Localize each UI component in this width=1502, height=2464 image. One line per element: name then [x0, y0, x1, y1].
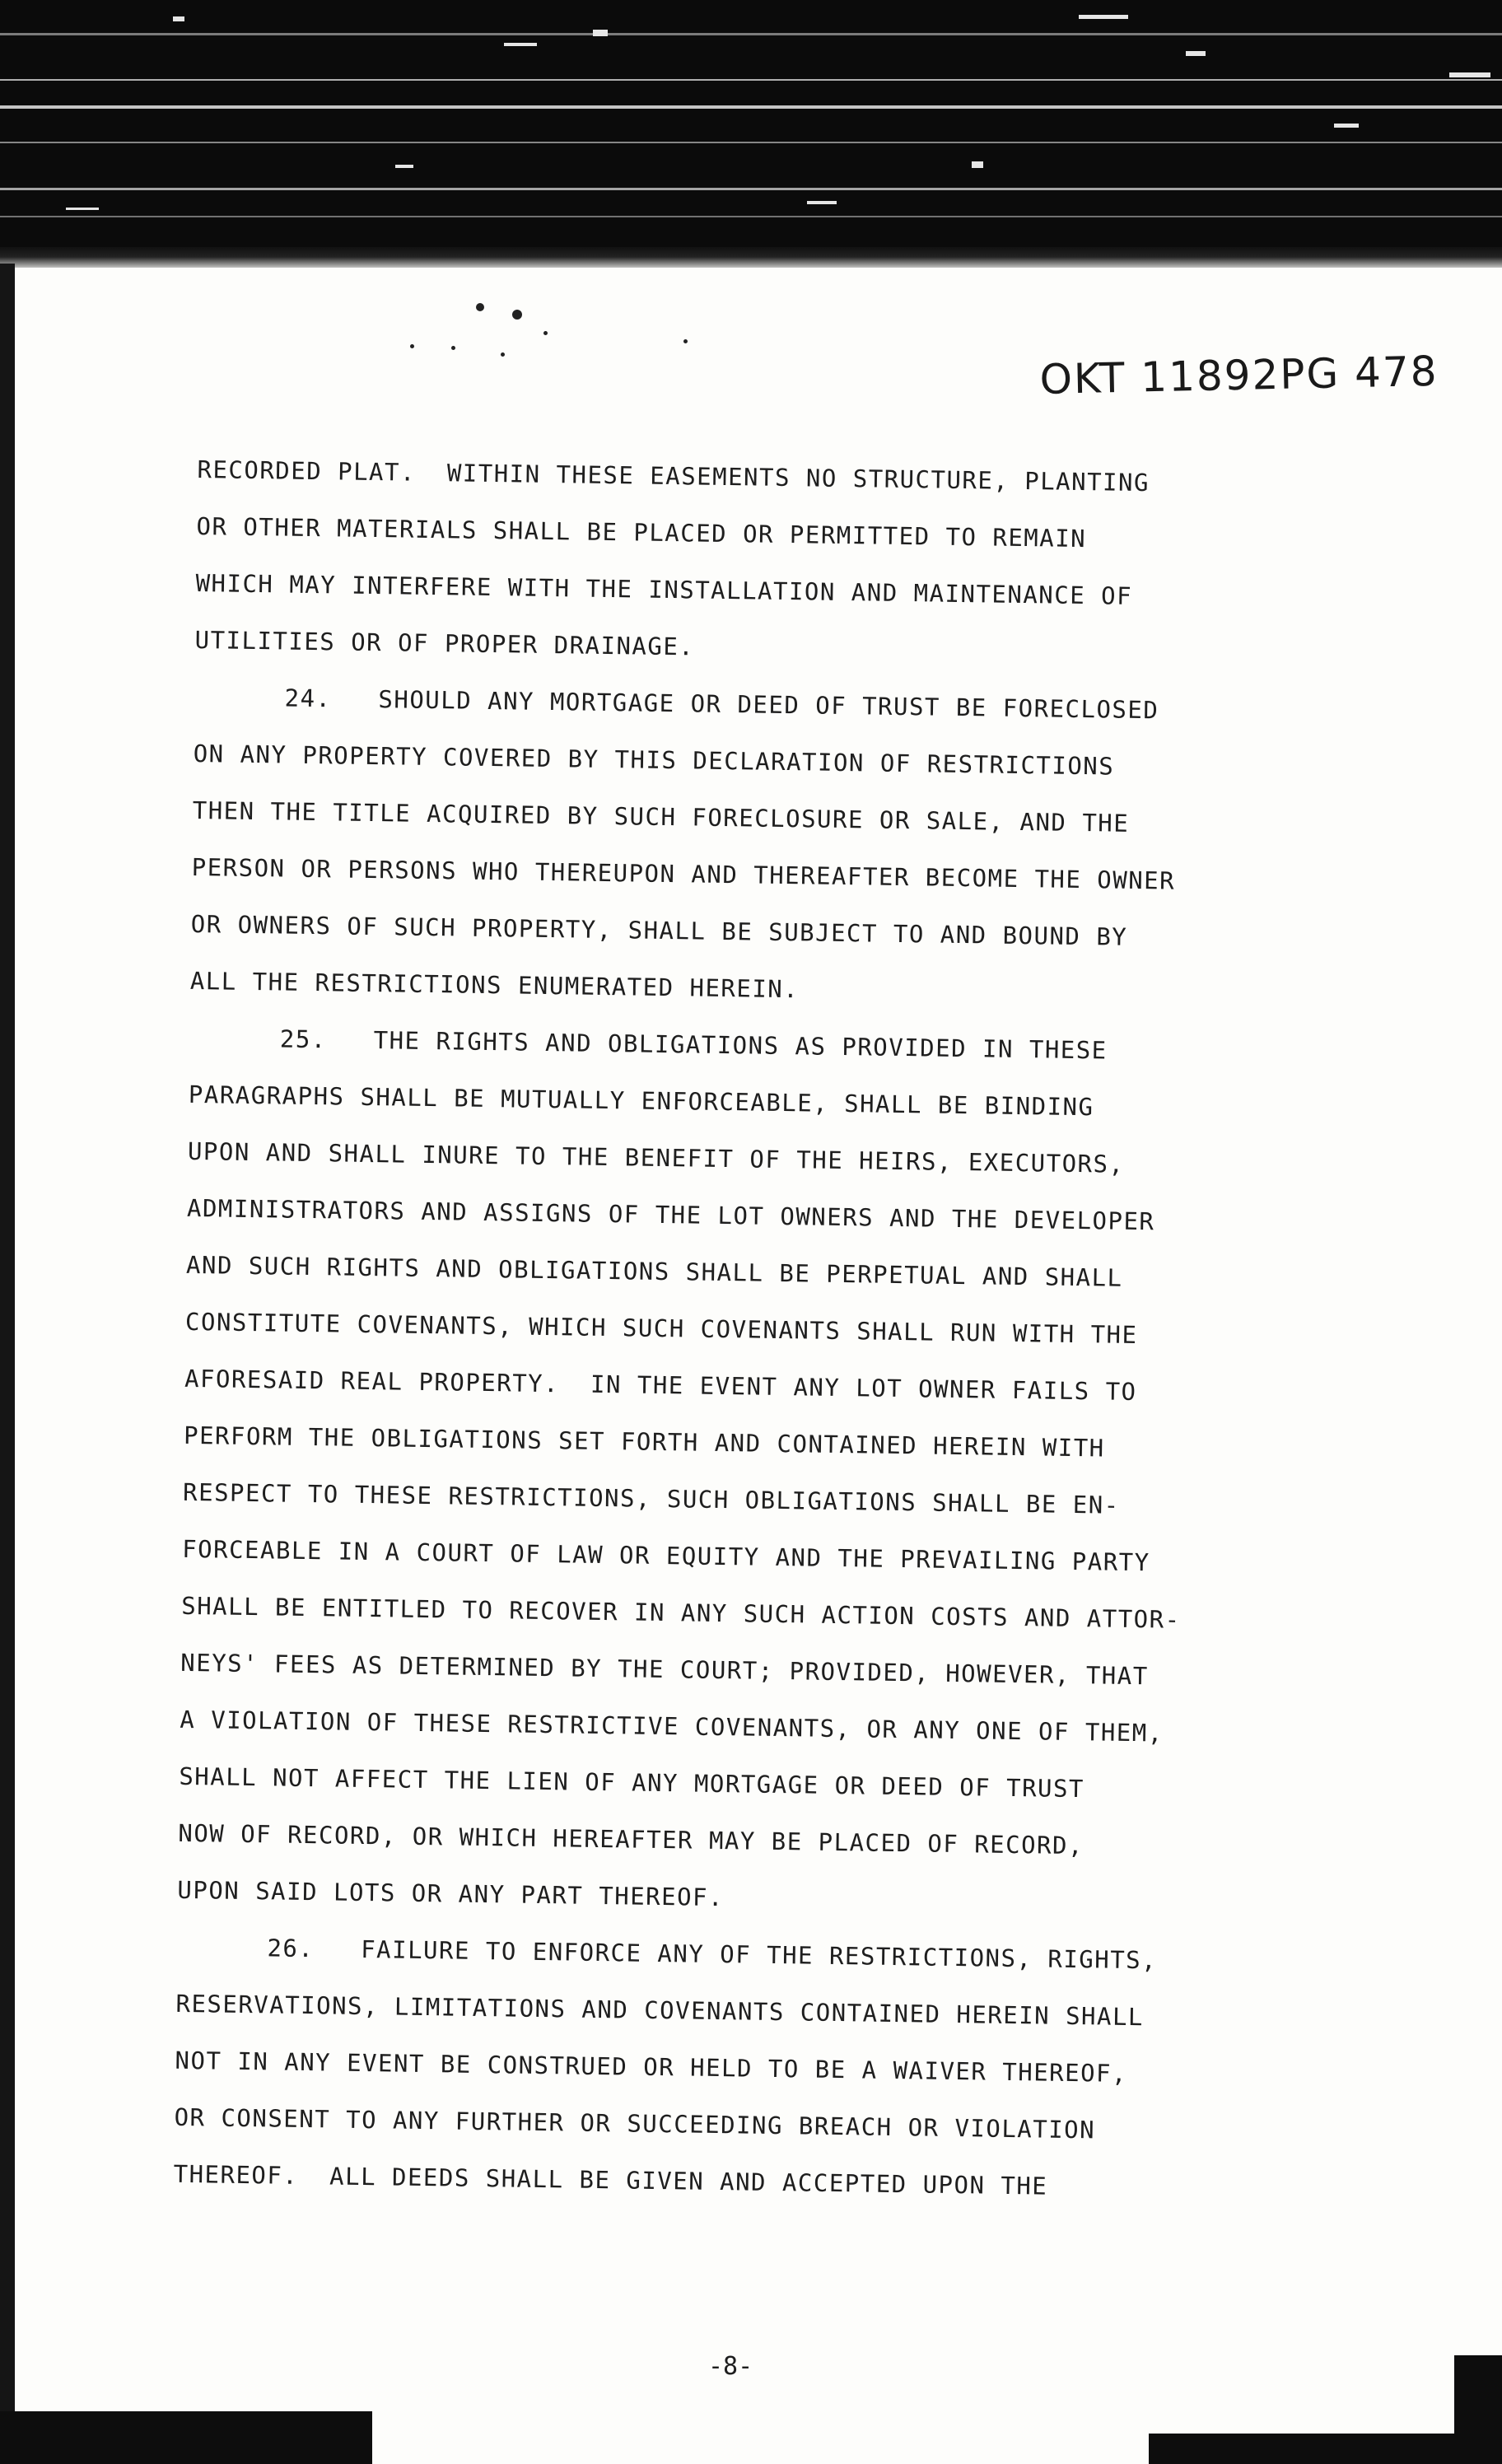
- text-line: ADMINISTRATORS AND ASSIGNS OF THE LOT OWNERS AND THE DEVELOPER: [186, 1193, 1155, 1236]
- text-line: SHALL NOT AFFECT THE LIEN OF ANY MORTGAGE OR DEED OF TRUST: [179, 1762, 1085, 1804]
- paragraph-number: 26.: [267, 1934, 315, 1963]
- text-line: PERFORM THE OBLIGATIONS SET FORTH AND CONTAINED HEREIN WITH: [183, 1421, 1105, 1463]
- scan-header-artifact: [0, 0, 1502, 268]
- text-line: THEREOF. ALL DEEDS SHALL BE GIVEN AND ACCEPTED UPON THE: [173, 2159, 1048, 2200]
- text-line: NOT IN ANY EVENT BE CONSTRUED OR HELD TO BE A WAIVER THEREOF,: [175, 2046, 1128, 2088]
- text-line: PERSON OR PERSONS WHO THEREUPON AND THEREAFTER BECOME THE OWNER: [191, 852, 1176, 895]
- text-line: UPON AND SHALL INURE TO THE BENEFIT OF THE HEIRS, EXECUTORS,: [187, 1136, 1125, 1178]
- text-line: RESPECT TO THESE RESTRICTIONS, SUCH OBLIGATIONS SHALL BE EN-: [182, 1477, 1120, 1519]
- scan-dot: [683, 339, 688, 343]
- scan-left-margin: [0, 264, 15, 2464]
- text-line: RECORDED PLAT. WITHIN THESE EASEMENTS NO STRUCTURE, PLANTING: [197, 455, 1150, 497]
- scan-dot: [543, 331, 548, 335]
- text-line: FORCEABLE IN A COURT OF LAW OR EQUITY AND THE PREVAILING PARTY: [181, 1534, 1150, 1577]
- text-line: SHALL BE ENTITLED TO RECOVER IN ANY SUCH ACTION COSTS AND ATTOR-: [181, 1591, 1181, 1634]
- scan-footer-artifact: [0, 2411, 372, 2464]
- scan-dot: [410, 344, 414, 348]
- text-line: PARAGRAPHS SHALL BE MUTUALLY ENFORCEABLE, SHALL BE BINDING: [188, 1080, 1094, 1122]
- text-line: OR OTHER MATERIALS SHALL BE PLACED OR PERMITTED TO REMAIN: [196, 511, 1087, 553]
- text-line: RESERVATIONS, LIMITATIONS AND COVENANTS CONTAINED HEREIN SHALL: [175, 1989, 1145, 2032]
- text-line: A VIOLATION OF THESE RESTRICTIVE COVENANTS, OR ANY ONE OF THEM,: [180, 1705, 1164, 1748]
- scan-footer-artifact: [1149, 2434, 1502, 2464]
- paragraph-number: 24.: [284, 684, 332, 713]
- scan-dot: [501, 352, 505, 357]
- text-line: WHICH MAY INTERFERE WITH THE INSTALLATION AND MAINTENANCE OF: [195, 568, 1133, 610]
- scan-dot: [451, 346, 455, 350]
- text-line: THEN THE TITLE ACQUIRED BY SUCH FORECLOSURE OR SALE, AND THE: [192, 796, 1130, 838]
- text-line: NEYS' FEES AS DETERMINED BY THE COURT; PROVIDED, HOWEVER, THAT: [180, 1648, 1149, 1691]
- text-line: OR CONSENT TO ANY FURTHER OR SUCCEEDING BREACH OR VIOLATION: [174, 2102, 1096, 2144]
- text-line: ON ANY PROPERTY COVERED BY THIS DECLARATION OF RESTRICTIONS: [193, 739, 1115, 781]
- scan-footer-artifact: [1454, 2355, 1502, 2464]
- text-line: AND SUCH RIGHTS AND OBLIGATIONS SHALL BE PERPETUAL AND SHALL: [185, 1250, 1123, 1292]
- text-line: ALL THE RESTRICTIONS ENUMERATED HEREIN.: [189, 966, 800, 1004]
- text-line: UPON SAID LOTS OR ANY PART THEREOF.: [177, 1875, 725, 1912]
- paragraph-26-first-line: 26. FAILURE TO ENFORCE ANY OF THE RESTRICTIONS, RIGHTS,: [267, 1934, 1158, 1975]
- paragraph-number: 25.: [279, 1024, 328, 1054]
- text-line: UTILITIES OR OF PROPER DRAINAGE.: [194, 625, 695, 661]
- text-line: NOW OF RECORD, OR WHICH HEREAFTER MAY BE PLACED OF RECORD,: [178, 1818, 1085, 1860]
- paragraph-24-first-line: 24. SHOULD ANY MORTGAGE OR DEED OF TRUST BE FORECLOSED: [284, 684, 1159, 725]
- document-body: [173, 441, 1350, 2219]
- book-page-reference: OKT 11892PG 478: [1039, 347, 1439, 404]
- paragraph-25-first-line: 25. THE RIGHTS AND OBLIGATIONS AS PROVIDED IN THESE: [279, 1024, 1108, 1065]
- scan-dot: [476, 303, 484, 311]
- text-line: OR OWNERS OF SUCH PROPERTY, SHALL BE SUBJECT TO AND BOUND BY: [190, 909, 1128, 951]
- scan-dot: [512, 310, 522, 320]
- text-line: CONSTITUTE COVENANTS, WHICH SUCH COVENANTS SHALL RUN WITH THE: [184, 1307, 1138, 1350]
- page-number: -8-: [708, 2352, 753, 2381]
- text-line: AFORESAID REAL PROPERTY. IN THE EVENT ANY LOT OWNER FAILS TO: [184, 1364, 1137, 1407]
